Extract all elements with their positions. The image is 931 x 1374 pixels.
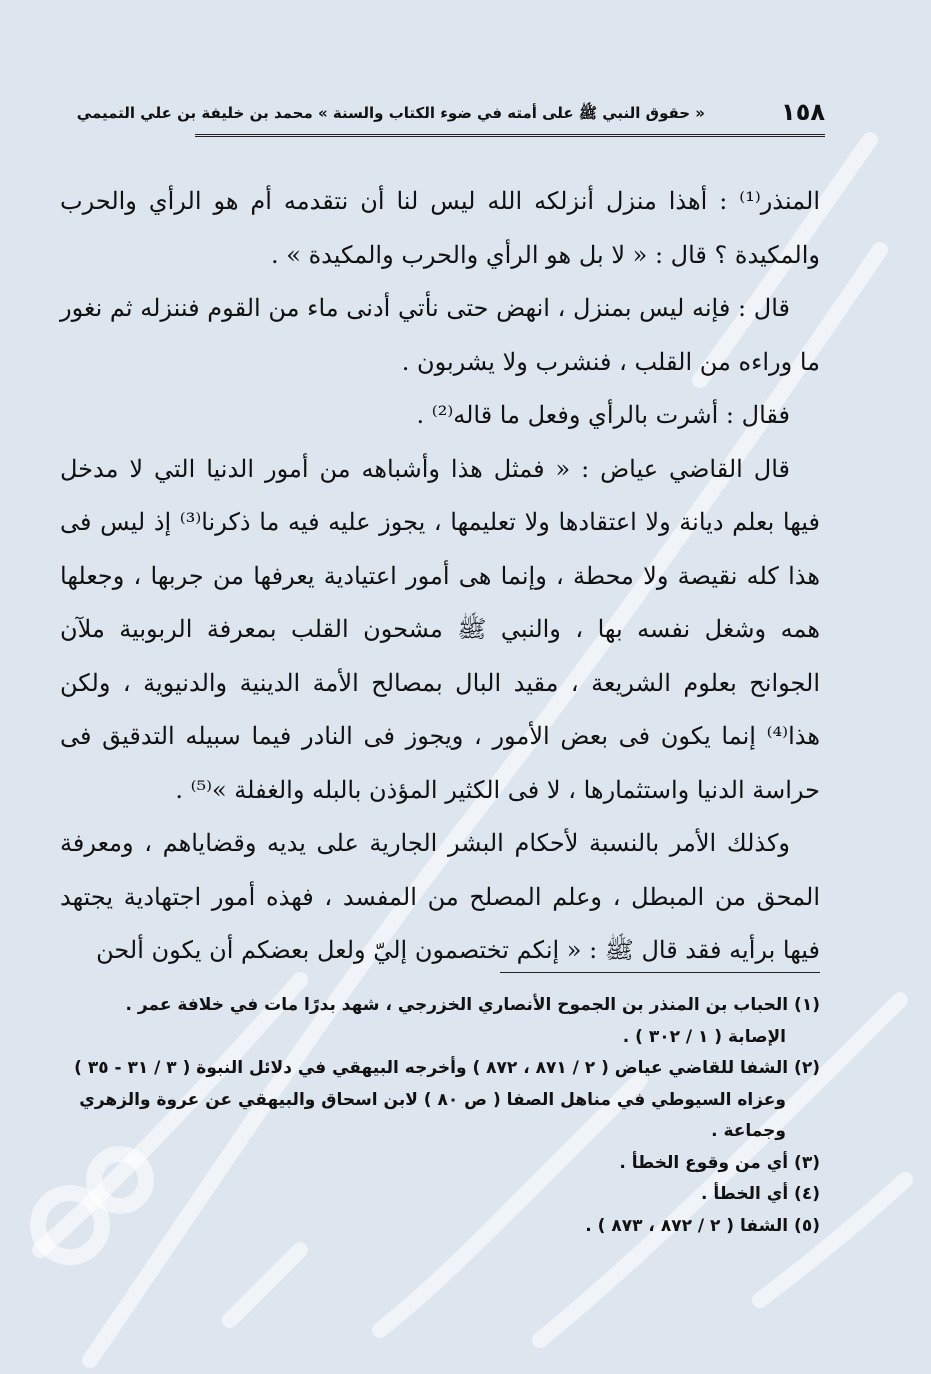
- paragraph: فقال : أشرت بالرأي وفعل ما قاله⁽²⁾ .: [416, 401, 790, 429]
- footnote-continuation: وعزاه السيوطي في مناهل الصفا ( ص ٨٠ ) لابن اسحاق والبيهقي عن عروة والزهري وجماعة .: [79, 1089, 786, 1141]
- footnote-separator: [500, 972, 820, 973]
- footnote: (١) الحباب بن المنذر بن الجموح الأنصاري الخزرجي ، شهد بدرًا مات في خلافة عمر .: [125, 995, 820, 1015]
- footnote: (٣) أي من وقوع الخطأ .: [619, 1152, 820, 1173]
- paragraph: المنذر⁽¹⁾ : أهذا منزل أنزلكه الله ليس لنا أن نتقدمه أم هو الرأي والحرب والمكيدة ؟ قال : « لا بل هو الرأي والحرب والمكيدة » .: [60, 187, 820, 269]
- main-text: [60, 175, 820, 978]
- running-title: « حقوق النبي ﷺ على أمته في ضوء الكتاب والسنة » محمد بن خليفة بن علي التميمي: [76, 104, 705, 122]
- footnotes: [60, 990, 820, 1242]
- paragraph: قال القاضي عياض : « فمثل هذا وأشباهه من أمور الدنيا التي لا مدخل فيها بعلم ديانة ولا اعتقادها ولا تعليمها ، يجوز عليه فيه ما ذكرنا⁽³⁾ إذ ليس فى هذا كله نقيصة ولا محطة ، وإنما هى أمور اعتيادية يعرفها من جربها ، وجعلها همه وشغل نفسه بها ، والنبي ﷺ مشحون القلب بمعرفة الربوبية ملآن الجوانح بعلوم الشريعة ، مقيد البال بمصالح الأمة الدينية والدنيوية ، ولكن هذا⁽⁴⁾ إنما يكون فى بعض الأمور ، ويجوز فى النادر فيما سبيله التدقيق فى حراسة الدنيا واستثمارها ، لا فى الكثير المؤذن بالبله والغفلة »⁽⁵⁾ .: [60, 454, 821, 804]
- header-rule: [195, 134, 825, 137]
- page-header: [76, 98, 825, 132]
- footnote: (٤) أي الخطأ .: [701, 1184, 820, 1204]
- footnote-continuation: الإصابة ( ١ / ٣٠٢ ) .: [622, 1026, 786, 1047]
- paragraph: وكذلك الأمر بالنسبة لأحكام البشر الجارية على يديه وقضاياهم ، ومعرفة المحق من المبطل ، وعلم المصلح من المفسد ، فهذه أمور اجتهادية يجتهد فيها برأيه فقد قال ﷺ : « إنكم تختصمون إليّ ولعل بعضكم أن يكون ألحن: [60, 829, 820, 964]
- footnote: (٥) الشفا ( ٢ / ٨٧٢ ، ٨٧٣ ) .: [585, 1215, 820, 1236]
- footnote: (٢) الشفا للقاضي عياض ( ٢ / ٨٧١ ، ٨٧٢ ) وأخرجه البيهقي في دلائل النبوة ( ٣ / ٣١ - ٣٥ ): [74, 1058, 820, 1078]
- paragraph: قال : فإنه ليس بمنزل ، انهض حتى نأتي أدنى ماء من القوم فننزله ثم نغور ما وراءه من القلب ، فنشرب ولا يشربون .: [60, 294, 820, 376]
- page-number: ١٥٨: [781, 98, 825, 126]
